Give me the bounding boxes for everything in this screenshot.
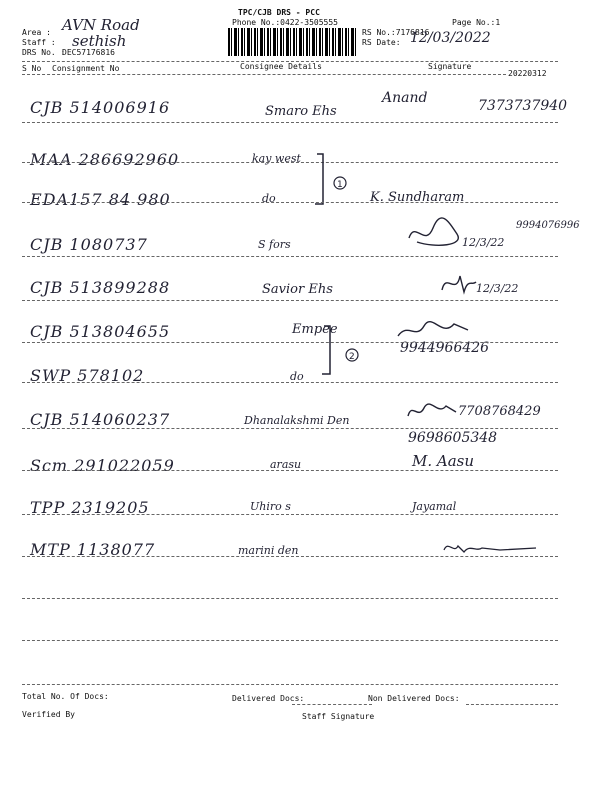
document-title: TPC/CJB DRS - PCC (238, 8, 320, 17)
signature-scribble (404, 398, 460, 424)
rs-date-value: 12/03/2022 (410, 30, 491, 46)
row-divider (22, 122, 558, 123)
total-docs-label: Total No. Of Docs: (22, 692, 109, 701)
consignment-no: TPP 2319205 (30, 498, 150, 517)
row-divider (22, 428, 558, 429)
bracket-mark (305, 150, 355, 210)
consignee-name: Smaro Ehs (265, 104, 337, 119)
delivered-docs-label: Delivered Docs: (232, 694, 305, 703)
consignee-name: do (262, 192, 276, 205)
signature: 12/3/22 (476, 282, 519, 295)
consignment-no: CJB 514060237 (30, 410, 171, 429)
consignee-name: S fors (258, 238, 291, 251)
bracket-mark (316, 322, 366, 382)
signature-scribble (405, 218, 465, 252)
consignment-no: CJB 1080737 (30, 235, 148, 254)
consignment-no: CJB 513804655 (30, 322, 171, 341)
rs-date-label: RS Date: (362, 38, 401, 47)
consignment-no: CJB 513899288 (30, 278, 171, 297)
date-code: 20220312 (508, 69, 547, 78)
consignee-name: Empee (292, 322, 338, 337)
phone-note: 7708768429 (458, 404, 541, 419)
row-divider (22, 256, 558, 257)
consignee-name: Uhiro s (250, 500, 291, 513)
consignee-name: kay west (252, 152, 301, 165)
drs-no-value: DEC57176816 (62, 48, 115, 57)
row-divider (22, 684, 558, 685)
staff-value: sethish (72, 32, 127, 50)
consignee-name: marini den (238, 544, 299, 557)
consignee-name: do (290, 370, 304, 383)
barcode (228, 28, 356, 56)
verified-by-label: Verified By (22, 710, 75, 719)
column-header-divider (22, 74, 506, 75)
non-delivered-docs-line (466, 704, 558, 705)
signature: M. Aasu (412, 452, 475, 470)
signature: Jayamal (412, 500, 457, 513)
phone-note: 9944966426 (400, 340, 490, 356)
row-divider (22, 300, 558, 301)
signature-scribble (394, 318, 474, 344)
phone-note: 7373737940 (478, 98, 568, 114)
non-delivered-docs-label: Non Delivered Docs: (368, 694, 460, 703)
consignee-name: Savior Ehs (262, 282, 333, 297)
signature: Anand (382, 90, 428, 106)
row-divider (22, 342, 558, 343)
area-value: AVN Road (62, 16, 140, 34)
page-no: Page No.:1 (452, 18, 501, 27)
row-divider (22, 598, 558, 599)
row-divider (22, 514, 558, 515)
col-signature: Signature (428, 62, 472, 71)
consignment-no: EDA157 84 980 (30, 190, 171, 209)
svg-text:1: 1 (337, 180, 343, 190)
row-divider (22, 470, 558, 471)
row-divider (22, 202, 558, 203)
consignment-no: MAA 286692960 (30, 150, 180, 169)
row-divider (22, 556, 558, 557)
staff-signature-label: Staff Signature (302, 712, 375, 721)
phone-number: Phone No.:0422-3505555 (232, 18, 338, 27)
staff-label: Staff : (22, 38, 56, 47)
consignment-no: CJB 514006916 (30, 98, 171, 117)
phone-note: 9994076996 (516, 220, 580, 231)
signature: K. Sundharam (370, 190, 465, 205)
signature: 9698605348 (408, 430, 498, 446)
area-label: Area : (22, 28, 51, 37)
rs-no: RS No.:7176816 (362, 28, 430, 37)
row-divider (22, 640, 558, 641)
signature-scribble (440, 538, 540, 558)
svg-text:2: 2 (349, 352, 355, 362)
col-s-no: S No (22, 64, 42, 73)
col-consignee-details: Consignee Details (240, 62, 322, 71)
signature: 12/3/22 (462, 236, 505, 249)
consignment-no: Scm 291022059 (30, 456, 175, 475)
drs-no-label: DRS No. : (22, 48, 66, 57)
col-consignment-no: Consignment No (52, 64, 120, 73)
consignment-no: MTP 1138077 (30, 540, 156, 559)
row-divider (22, 382, 558, 383)
consignee-name: arasu (270, 458, 302, 471)
delivered-docs-line (292, 704, 372, 705)
row-divider (22, 162, 558, 163)
consignment-no: SWP 578102 (30, 366, 145, 385)
signature-scribble (438, 268, 478, 298)
consignee-name: Dhanalakshmi Den (244, 414, 350, 427)
